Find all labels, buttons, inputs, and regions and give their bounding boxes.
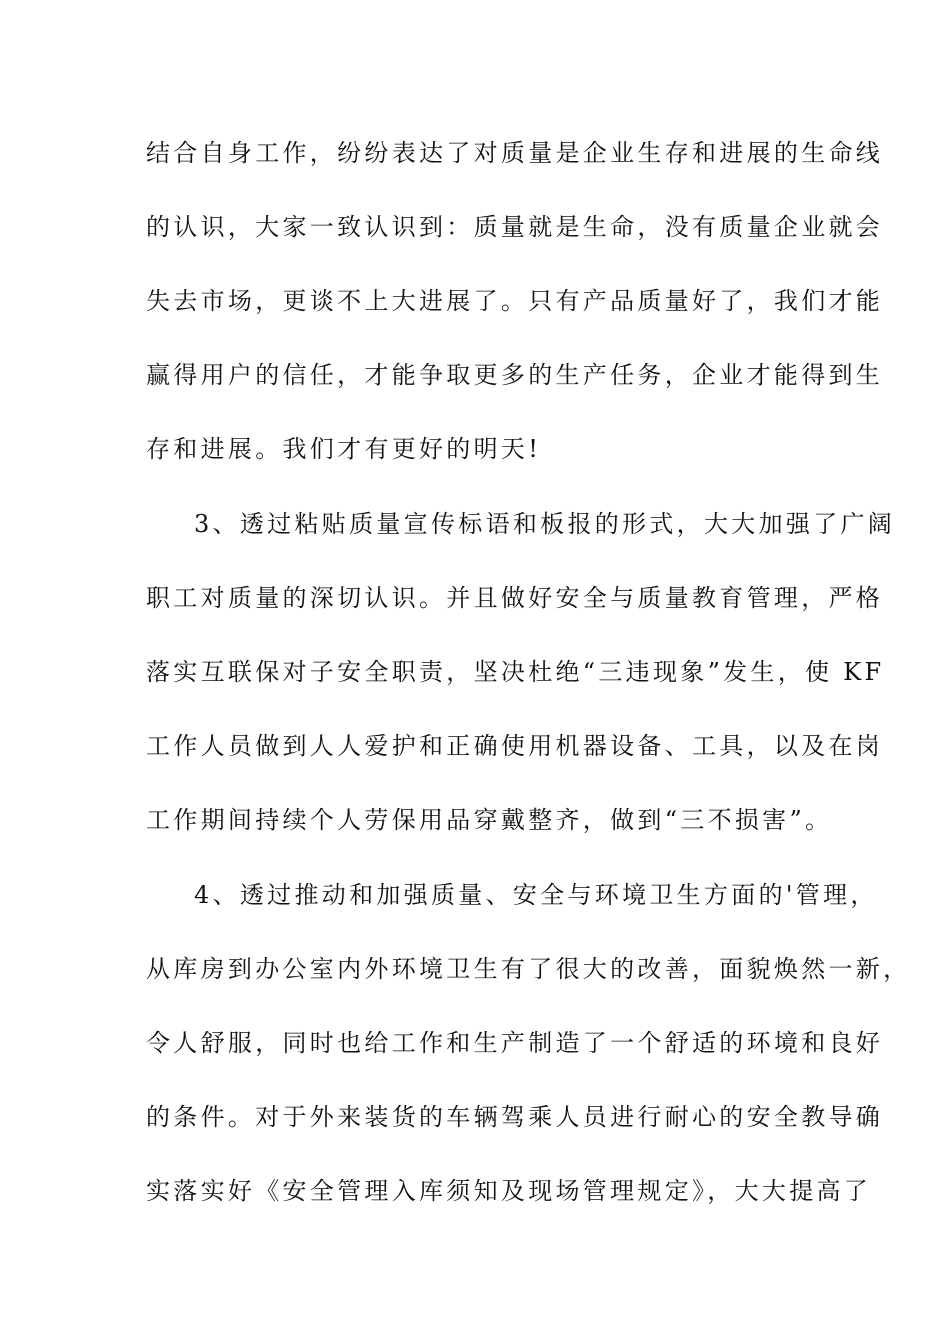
- text-line: 结合自身工作，纷纷表达了对质量是企业生存和进展的生命线: [146, 139, 884, 167]
- text-line: 从库房到办公室内外环境卫生有了很大的改善，面貌焕然一新，: [146, 955, 911, 983]
- text-line: 失去市场，更谈不上大进展了。只有产品质量好了，我们才能: [146, 287, 884, 315]
- text-line: 的条件。对于外来装货的车辆驾乘人员进行耐心的安全教导确: [146, 1103, 884, 1131]
- text-line: 令人舒服，同时也给工作和生产制造了一个舒适的环境和良好: [146, 1029, 884, 1057]
- text-line: 赢得用户的信任，才能争取更多的生产任务，企业才能得到生: [146, 361, 884, 389]
- text-line: 职工对质量的深切认识。并且做好安全与质量教育管理，严格: [146, 584, 884, 612]
- paragraph-3-first-line: 3、透过粘贴质量宣传标语和板报的形式，大大加强了广阔: [194, 510, 896, 538]
- text-line: 的认识，大家一致认识到：质量就是生命，没有质量企业就会: [146, 213, 884, 241]
- text-line: 工作期间持续个人劳保用品穿戴整齐，做到“三不损害”。: [146, 806, 833, 834]
- paragraph-4-first-line: 4、透过推动和加强质量、安全与环境卫生方面的'管理，: [194, 881, 878, 909]
- text-line: 实落实好《安全管理入库须知及现场管理规定》，大大提高了: [146, 1177, 872, 1205]
- text-line: 存和进展。我们才有更好的明天!: [146, 435, 542, 463]
- text-line: 工作人员做到人人爱护和正确使用机器设备、工具，以及在岗: [146, 732, 884, 760]
- text-line: 落实互联保对子安全职责，坚决杜绝“三违现象”发生，使 KF: [146, 658, 885, 686]
